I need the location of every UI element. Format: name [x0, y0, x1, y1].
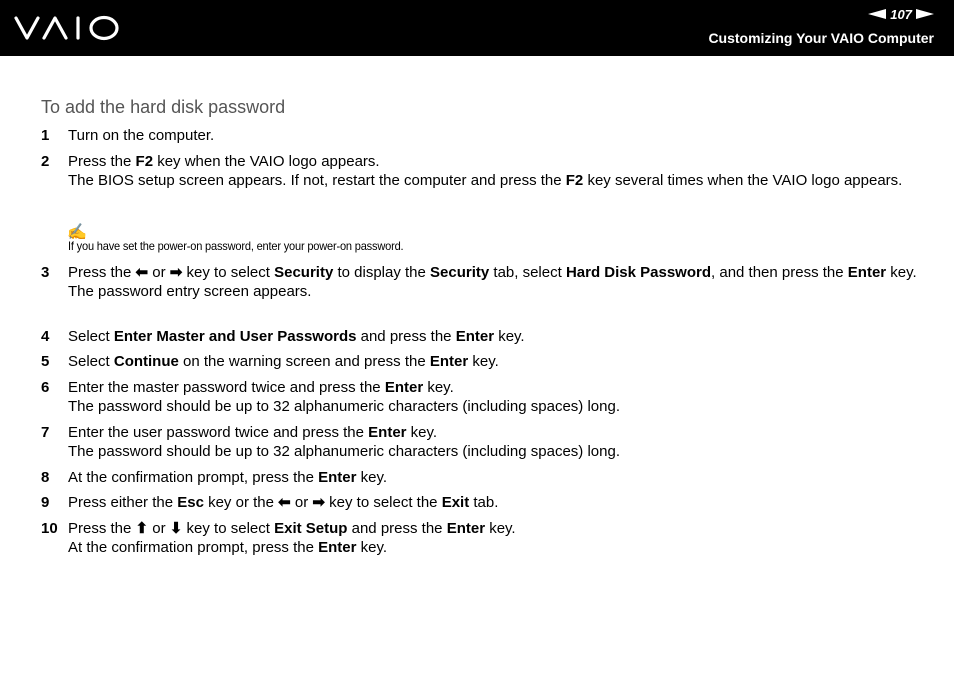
step-line: The BIOS setup screen appears. If not, restart the computer and press the F2 key several times when the VAIO logo appears. — [68, 172, 903, 189]
key-term: Exit — [441, 494, 470, 511]
step-line: Press the F2 key when the VAIO logo appears. — [68, 153, 380, 170]
step-body — [68, 352, 921, 371]
arrow-key-icon: ⬆ — [135, 520, 149, 537]
page-header — [0, 0, 954, 56]
step-line: The password should be up to 32 alphanumeric characters (including spaces) long. — [68, 443, 620, 460]
key-term: Enter — [318, 469, 357, 486]
step-5 — [41, 352, 921, 371]
step-3 — [41, 263, 921, 301]
step-line: Select Continue on the warning screen and press the Enter key. — [68, 353, 499, 370]
step-7 — [41, 423, 921, 461]
step-number: 4 — [41, 328, 50, 345]
key-term: Enter — [429, 353, 469, 370]
step-line: Enter the master password twice and press the Enter key. — [68, 379, 454, 396]
step-line: At the confirmation prompt, press the Enter key. — [68, 469, 388, 486]
step-body — [68, 423, 921, 461]
step-body — [68, 468, 921, 487]
arrow-key-icon: ⬅ — [135, 264, 149, 281]
key-term: Esc — [177, 494, 204, 511]
step-line: The password should be up to 32 alphanumeric characters (including spaces) long. — [68, 398, 620, 415]
step-number: 3 — [41, 264, 50, 281]
step-number: 8 — [41, 469, 50, 486]
vaio-logo — [14, 15, 120, 46]
step-body — [68, 519, 921, 557]
step-body — [68, 378, 921, 416]
key-term: Enter — [368, 424, 407, 441]
step-body — [68, 493, 921, 512]
step-line: Press either the Esc key or the ⬅ or ➡ key to select the Exit tab. — [68, 494, 499, 511]
step-body — [68, 327, 921, 346]
key-term: Enter — [847, 264, 887, 281]
key-term: Enter — [318, 539, 357, 556]
step-body — [68, 126, 921, 145]
step-body — [68, 263, 921, 301]
page-number: 107 — [890, 7, 912, 22]
key-term: Hard Disk Password — [565, 264, 712, 281]
step-1 — [41, 126, 921, 145]
step-10 — [41, 519, 921, 557]
step-line: Press the ⬆ or ⬇ key to select Exit Setup and press the Enter key. — [68, 520, 516, 537]
step-line: Select Enter Master and User Passwords and press the Enter key. — [68, 328, 525, 345]
step-line: The password entry screen appears. — [68, 283, 312, 300]
step-number: 7 — [41, 424, 50, 441]
arrow-key-icon: ➡ — [312, 494, 325, 511]
key-term: Enter — [384, 379, 424, 396]
step-number: 2 — [41, 153, 50, 170]
step-8 — [41, 468, 921, 487]
header-title: Customizing Your VAIO Computer — [708, 30, 934, 46]
step-number: 5 — [41, 353, 50, 370]
key-term: Security — [274, 264, 334, 281]
key-term: Enter — [455, 328, 495, 345]
step-4 — [41, 327, 921, 346]
step-9 — [41, 493, 921, 512]
pencil-note-icon: ✍ — [67, 224, 87, 241]
key-term: F2 — [565, 172, 584, 189]
step-number: 10 — [41, 520, 58, 537]
step-line: At the confirmation prompt, press the Enter key. — [68, 539, 388, 556]
arrow-key-icon: ⬅ — [278, 494, 291, 511]
step-2 — [41, 152, 921, 190]
arrow-key-icon: ➡ — [169, 264, 183, 281]
step-line: Press the ⬅ or ➡ key to select Security to display the Security tab, select Hard Disk Password, and then press the Enter key. — [68, 264, 917, 281]
next-page-icon[interactable] — [916, 7, 934, 22]
key-term: Enter Master and User Passwords — [113, 328, 357, 345]
key-term: Continue — [113, 353, 179, 370]
key-term: Security — [430, 264, 490, 281]
key-term: F2 — [135, 153, 154, 170]
section-title: To add the hard disk password — [41, 97, 286, 117]
step-line: Enter the user password twice and press the Enter key. — [68, 424, 438, 441]
page-navigation — [868, 7, 934, 22]
step-number: 1 — [41, 127, 50, 144]
step-number: 6 — [41, 379, 50, 396]
note-text: If you have set the power-on password, enter your power-on password. — [68, 239, 404, 253]
step-line: Turn on the computer. — [68, 127, 215, 144]
arrow-key-icon: ⬇ — [169, 520, 183, 537]
key-term: Enter — [446, 520, 486, 537]
step-body — [68, 152, 921, 190]
step-number: 9 — [41, 494, 50, 511]
step-6 — [41, 378, 921, 416]
key-term: Exit Setup — [274, 520, 348, 537]
previous-page-icon[interactable] — [868, 7, 886, 22]
